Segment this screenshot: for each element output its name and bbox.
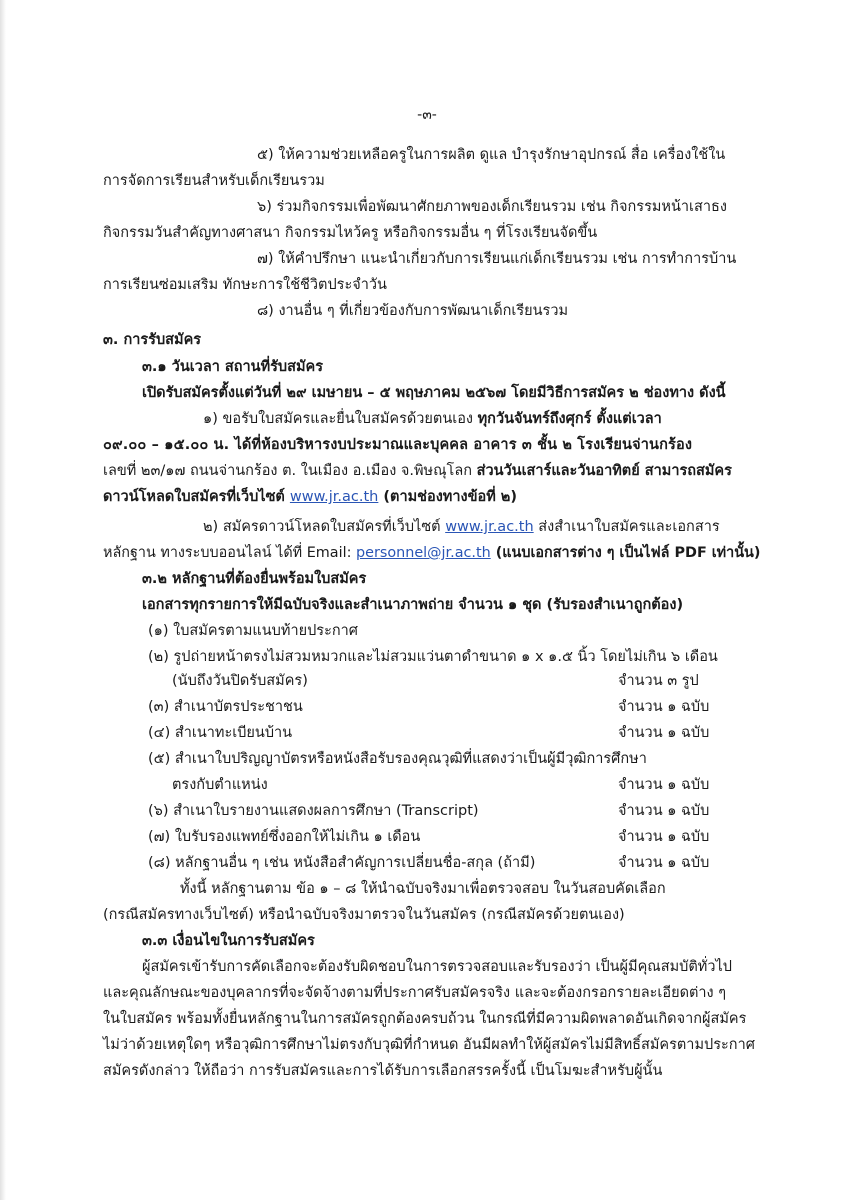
documents-note-line2: (กรณีสมัครทางเว็บไซต์) หรือนำฉบับจริงมาตรวจในวันสมัคร (กรณีสมัครด้วยตนเอง) (103, 907, 625, 923)
doc-item-6: (๖) สำเนาใบรายงานแสดงผลการศึกษา (Transcript) (148, 803, 479, 819)
duty-8-line1: ๘) งานอื่น ๆ ที่เกี่ยวข้องกับการพัฒนาเด็กเรียนรวม (257, 303, 569, 319)
channel-1-line3 (103, 461, 732, 481)
section-3-heading: ๓. การรับสมัคร (103, 332, 202, 348)
doc-item-7-qty: จำนวน ๑ ฉบับ (618, 829, 710, 845)
documents-note-line1: ทั้งนี้ หลักฐานตาม ข้อ ๑ – ๘ ให้นำฉบับจริงมาเพื่อตรวจสอบ ในวันสอบคัดเลือก (180, 881, 666, 897)
conditions-line1: ผู้สมัครเข้ารับการคัดเลือกจะต้องรับผิดชอบในการตรวจสอบและรับรองว่า เป็นผู้มีคุณสมบัติทั่วไป (142, 959, 732, 975)
conditions-line2: และคุณลักษณะของบุคลากรที่จะจัดจ้างตามที่ประกาศรับสมัครจริง และจะต้องกรอกรายละเอียดต่าง ๆ (103, 985, 727, 1001)
duty-5-line1: ๕) ให้ความช่วยเหลือครูในการผลิต ดูแล บำรุงรักษาอุปกรณ์ สื่อ เครื่องใช้ใน (257, 147, 726, 163)
doc-item-2: (๒) รูปถ่ายหน้าตรงไม่สวมหมวกและไม่สวมแว่นตาดำขนาด ๑ x ๑.๕ นิ้ว โดยไม่เกิน ๖ เดือน (148, 649, 718, 665)
doc-item-2-qty: จำนวน ๓ รูป (618, 673, 699, 689)
conditions-line3: ในใบสมัคร พร้อมทั้งยื่นหลักฐานในการสมัครถูกต้องครบถ้วน ในกรณีที่มีความผิดพลาดอันเกิดจากผู้สมัคร (103, 1011, 747, 1027)
doc-item-7: (๗) ใบรับรองแพทย์ซึ่งออกให้ไม่เกิน ๑ เดือน (148, 829, 421, 845)
channel-2-line1 (203, 517, 720, 537)
doc-item-3-qty: จำนวน ๑ ฉบับ (618, 699, 710, 715)
website-link-2[interactable]: www.jr.ac.th (445, 519, 534, 535)
scan-edge (0, 0, 6, 1200)
conditions-line5: สมัครดังกล่าว ให้ถือว่า การรับสมัครและการได้รับการเลือกสรรครั้งนี้ เป็นโมฆะสำหรับผู้นั้น (103, 1063, 663, 1079)
page-number: -๓- (417, 107, 437, 123)
doc-item-2-cont: (นับถึงวันปิดรับสมัคร) (172, 673, 308, 689)
download-text: ดาวน์โหลดใบสมัครที่เว็บไซต์ (103, 489, 290, 505)
channel-2-line2 (103, 543, 760, 563)
doc-item-4: (๔) สำเนาทะเบียนบ้าน (148, 725, 293, 741)
channel-2-online: หลักฐาน ทางระบบออนไลน์ ได้ที่ Email: (103, 545, 356, 561)
section-3-3-heading: ๓.๓ เงื่อนไขในการรับสมัคร (142, 933, 315, 949)
channel-1-line4 (103, 487, 517, 507)
email-link[interactable]: personnel@jr.ac.th (355, 545, 491, 561)
doc-item-1: (๑) ใบสมัครตามแนบท้ายประกาศ (148, 623, 358, 639)
channel-2-text-b: ส่งสำเนาใบสมัครและเอกสาร (533, 519, 720, 535)
school-address: เลขที่ ๒๓/๑๗ ถนนจ่านกร้อง ต. ในเมือง อ.เมือง จ.พิษณุโลก (103, 463, 477, 479)
weekend-note: ส่วนวันเสาร์และวันอาทิตย์ สามารถสมัคร (476, 463, 732, 479)
channel-1-line2: ๐๙.๐๐ – ๑๕.๐๐ น. ได้ที่ห้องบริหารงบประมาณและบุคคล อาคาร ๓ ชั้น ๒ โรงเรียนจ่านกร้อง (103, 437, 693, 453)
doc-item-4-qty: จำนวน ๑ ฉบับ (618, 725, 710, 741)
doc-item-5: (๕) สำเนาใบปริญญาบัตรหรือหนังสือรับรองคุณวุฒิที่แสดงว่าเป็นผู้มีวุฒิการศึกษา (148, 751, 647, 767)
duty-7-line1: ๗) ให้คำปรึกษา แนะนำเกี่ยวกับการเรียนแก่เด็กเรียนรวม เช่น การทำการบ้าน (257, 251, 737, 267)
channel-2-text: ๒) สมัครดาวน์โหลดใบสมัครที่เว็บไซต์ (203, 519, 446, 535)
see-channel-2: (ตามช่องทางข้อที่ ๒) (378, 489, 517, 505)
doc-item-5-qty: จำนวน ๑ ฉบับ (618, 777, 710, 793)
documents-intro: เอกสารทุกรายการให้มีฉบับจริงและสำเนาภาพถ่าย จำนวน ๑ ชุด (รับรองสำเนาถูกต้อง) (142, 597, 684, 613)
pdf-note: (แนบเอกสารต่าง ๆ เป็นไฟล์ PDF เท่านั้น) (490, 545, 761, 561)
duty-6-line1: ๖) ร่วมกิจกรรมเพื่อพัฒนาศักยภาพของเด็กเรียนรวม เช่น กิจกรรมหน้าเสาธง (257, 199, 727, 215)
section-3-2-heading: ๓.๒ หลักฐานที่ต้องยื่นพร้อมใบสมัคร (142, 571, 367, 587)
channel-1-line1 (203, 409, 662, 429)
duty-7-line2: การเรียนซ่อมเสริม ทักษะการใช้ชีวิตประจำวัน (103, 277, 387, 293)
website-link[interactable]: www.jr.ac.th (289, 489, 379, 505)
doc-item-8: (๘) หลักฐานอื่น ๆ เช่น หนังสือสำคัญการเปลี่ยนชื่อ-สกุล (ถ้ามี) (148, 855, 536, 871)
duty-6-line2: กิจกรรมวันสำคัญทางศาสนา กิจกรรมไหว้ครู หรือกิจกรรมอื่น ๆ ที่โรงเรียนจัดขึ้น (103, 225, 598, 241)
channel-1-text: ๑) ขอรับใบสมัครและยื่นใบสมัครด้วยตนเอง (203, 411, 478, 427)
doc-item-3: (๓) สำเนาบัตรประชาชน (148, 699, 303, 715)
duty-5-line2: การจัดการเรียนสำหรับเด็กเรียนรวม (103, 173, 325, 189)
section-3-1-heading: ๓.๑ วันเวลา สถานที่รับสมัคร (142, 359, 324, 375)
registration-period: เปิดรับสมัครตั้งแต่วันที่ ๒๙ เมษายน – ๕ พฤษภาคม ๒๕๖๗ โดยมีวิธีการสมัคร ๒ ช่องทาง ดังนี้ (142, 385, 726, 401)
conditions-line4: ไม่ว่าด้วยเหตุใดๆ หรือวุฒิการศึกษาไม่ตรงกับวุฒิที่กำหนด อันมีผลทำให้ผู้สมัครไม่มีสิทธิ์สมัครตามประกาศ (103, 1037, 755, 1053)
doc-item-8-qty: จำนวน ๑ ฉบับ (618, 855, 710, 871)
doc-item-6-qty: จำนวน ๑ ฉบับ (618, 803, 710, 819)
doc-item-5-cont: ตรงกับตำแหน่ง (172, 777, 268, 793)
channel-1-days: ทุกวันจันทร์ถึงศุกร์ ตั้งแต่เวลา (477, 411, 662, 427)
